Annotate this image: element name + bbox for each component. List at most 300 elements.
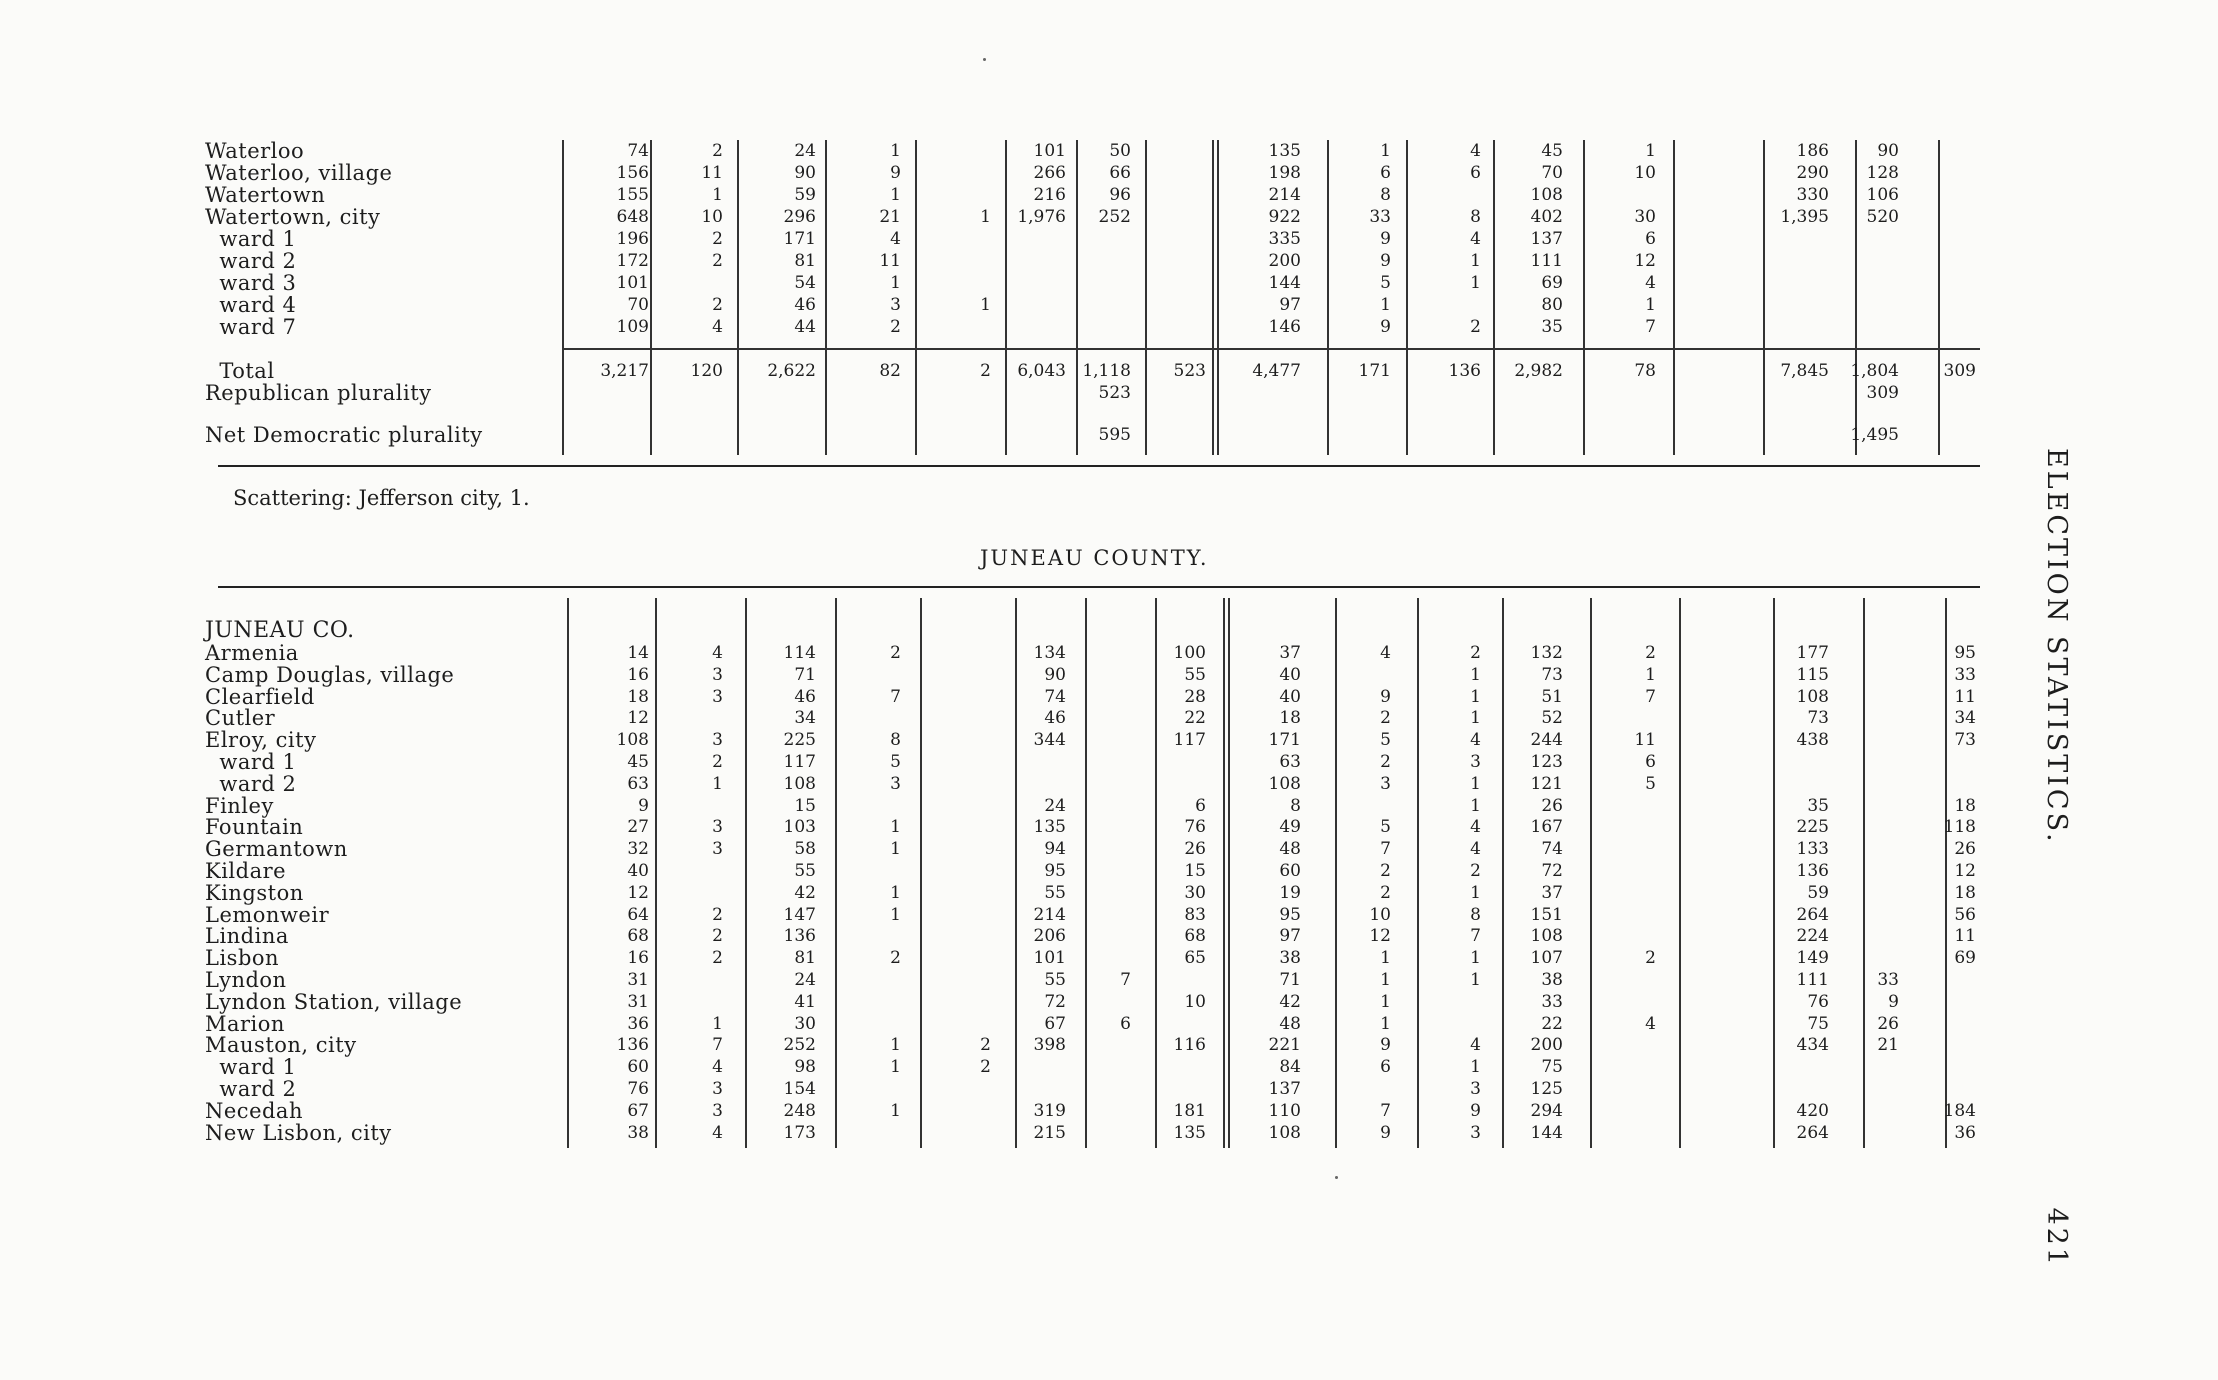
cell-col-2: 2 <box>712 251 723 271</box>
cell-col-10: 1 <box>1380 141 1391 161</box>
cell-col-11: 1 <box>1470 970 1481 990</box>
cell-col-2: 3 <box>712 817 723 838</box>
cell-col-9: 198 <box>1268 163 1301 183</box>
cell-col-10: 5 <box>1380 817 1391 838</box>
cell-col-12: 137 <box>1530 229 1563 249</box>
cell-col-11: 1 <box>1470 773 1481 794</box>
cell-col-6: 55 <box>1044 882 1066 903</box>
cell-col-6: 101 <box>1033 141 1066 161</box>
cell-col-1: 14 <box>627 643 649 663</box>
cell-col-2: 2 <box>712 926 723 947</box>
cell-col-12: 167 <box>1530 817 1563 838</box>
cell-col-3: 154 <box>783 1079 816 1099</box>
cell-col-3: 136 <box>783 926 816 947</box>
cell-col-17: 33 <box>1954 664 1976 685</box>
cell-col-4: 2 <box>890 317 901 337</box>
cell-col-16: 106 <box>1866 185 1899 205</box>
row-label: Kingston <box>205 880 304 905</box>
cell-col-6: 46 <box>1044 708 1066 729</box>
cell-col-9: 221 <box>1268 1035 1301 1056</box>
cell-col-15: 434 <box>1796 1035 1829 1056</box>
cell-col-16: 33 <box>1877 970 1899 990</box>
cell-col-12: 294 <box>1530 1100 1563 1121</box>
cell-col-13: 2 <box>1645 948 1656 969</box>
cell-col-8: 135 <box>1173 1122 1206 1143</box>
cell-col-3: 30 <box>794 1013 816 1034</box>
cell-col-6: 214 <box>1033 904 1066 925</box>
cell-col-5: 2 <box>980 1035 991 1056</box>
cell-col-2: 2 <box>712 948 723 969</box>
rule-juneau-top <box>218 586 1980 588</box>
cell-col-9: 97 <box>1279 926 1301 947</box>
cell-col-7: 1,118 <box>1082 361 1131 381</box>
cell-col-10: 9 <box>1380 1122 1391 1143</box>
cell-col-10: 12 <box>1369 926 1391 947</box>
cell-col-16: 128 <box>1866 163 1899 183</box>
cell-col-9: 42 <box>1279 991 1301 1012</box>
cell-col-3: 171 <box>783 229 816 249</box>
net-democratic-plurality-row <box>205 424 1980 446</box>
cell-col-11: 1 <box>1470 273 1481 293</box>
table-row <box>205 773 1980 795</box>
row-label: Watertown <box>205 183 326 207</box>
cell-col-11: 4 <box>1470 1035 1481 1056</box>
cell-col-10: 1 <box>1380 970 1391 990</box>
cell-col-9: 19 <box>1279 882 1301 903</box>
table-row <box>205 882 1980 904</box>
cell-col-9: 144 <box>1268 273 1301 293</box>
cell-col-12: 80 <box>1541 295 1563 315</box>
cell-col-10: 3 <box>1380 773 1391 794</box>
row-label: Finley <box>205 793 274 818</box>
cell-col-10: 5 <box>1380 273 1391 293</box>
cell-col-15: 75 <box>1807 1013 1829 1034</box>
speck <box>983 58 986 61</box>
cell-col-9: 49 <box>1279 817 1301 838</box>
cell-col-11: 4 <box>1470 730 1481 751</box>
table-row <box>205 1122 1980 1144</box>
cell-col-10: 9 <box>1380 229 1391 249</box>
cell-col-9: 4,477 <box>1252 361 1301 381</box>
cell-col-8: 523 <box>1173 361 1206 381</box>
cell-col-4: 1 <box>890 882 901 903</box>
cell-col-6: 344 <box>1033 730 1066 751</box>
cell-col-12: 69 <box>1541 273 1563 293</box>
table-row <box>205 969 1980 991</box>
cell-col-1: 108 <box>616 730 649 751</box>
cell-col-12: 45 <box>1541 141 1563 161</box>
cell-col-10: 1 <box>1380 948 1391 969</box>
cell-col-2: 4 <box>712 317 723 337</box>
cell-col-1: 40 <box>627 861 649 881</box>
row-label: New Lisbon, city <box>205 1120 392 1145</box>
cell-col-13: 6 <box>1645 752 1656 772</box>
cell-col-2: 2 <box>712 904 723 925</box>
cell-col-12: 72 <box>1541 861 1563 881</box>
cell-col-17: 18 <box>1954 795 1976 816</box>
cell-col-3: 46 <box>794 686 816 707</box>
cell-col-1: 70 <box>627 295 649 315</box>
row-label: ward 1 <box>205 750 297 774</box>
cell-col-7: 66 <box>1109 163 1131 183</box>
cell-col-2: 4 <box>712 1057 723 1078</box>
cell-col-13: 30 <box>1634 207 1656 227</box>
cell-col-4: 1 <box>890 141 901 161</box>
cell-col-16: 1,804 <box>1850 361 1899 381</box>
cell-col-16: 9 <box>1888 991 1899 1012</box>
cell-col-7: 7 <box>1120 970 1131 990</box>
cell-col-10: 8 <box>1380 185 1391 205</box>
cell-col-8: 10 <box>1184 991 1206 1012</box>
county-title: JUNEAU COUNTY. <box>980 546 1209 570</box>
cell-col-4: 9 <box>890 163 901 183</box>
cell-col-6: 216 <box>1033 185 1066 205</box>
cell-col-3: 108 <box>783 773 816 794</box>
row-label: Marion <box>205 1011 285 1036</box>
cell-col-10: 2 <box>1380 708 1391 729</box>
cell-col-2: 1 <box>712 185 723 205</box>
cell-col-2: 3 <box>712 730 723 751</box>
cell-col-10: 171 <box>1358 361 1391 381</box>
cell-col-3: 103 <box>783 817 816 838</box>
cell-col-17: 18 <box>1954 882 1976 903</box>
cell-col-2: 3 <box>712 1100 723 1121</box>
cell-col-3: 248 <box>783 1100 816 1121</box>
table-row <box>205 729 1980 751</box>
cell-col-15: 35 <box>1807 795 1829 816</box>
cell-col-2: 4 <box>712 1122 723 1143</box>
total-row <box>205 360 1980 382</box>
table-row <box>205 228 1980 250</box>
cell-col-6: 95 <box>1044 861 1066 881</box>
cell-col-1: 12 <box>627 882 649 903</box>
cell-col-10: 9 <box>1380 251 1391 271</box>
cell-col-13: 6 <box>1645 229 1656 249</box>
cell-col-12: 107 <box>1530 948 1563 969</box>
cell-col-13: 2 <box>1645 643 1656 663</box>
cell-col-3: 98 <box>794 1057 816 1078</box>
cell-col-9: 110 <box>1268 1100 1301 1121</box>
cell-col-16: 26 <box>1877 1013 1899 1034</box>
cell-col-15: 7,845 <box>1780 361 1829 381</box>
table-row <box>205 250 1980 272</box>
jefferson-table <box>205 140 1980 460</box>
table-row <box>205 294 1980 316</box>
cell-col-9: 18 <box>1279 708 1301 729</box>
cell-col-3: 71 <box>794 664 816 685</box>
row-label: Lisbon <box>205 946 280 971</box>
cell-col-9: 84 <box>1279 1057 1301 1078</box>
table-row <box>205 1078 1980 1100</box>
cell-col-1: 76 <box>627 1079 649 1099</box>
cell-col-2: 120 <box>690 361 723 381</box>
cell-col-9: 97 <box>1279 295 1301 315</box>
cell-col-17: 12 <box>1954 861 1976 881</box>
cell-col-3: 55 <box>794 861 816 881</box>
cell-col-3: 117 <box>783 752 816 772</box>
cell-col-11: 8 <box>1470 904 1481 925</box>
cell-col-11: 3 <box>1470 752 1481 772</box>
cell-col-8: 28 <box>1184 686 1206 707</box>
cell-col-6: 319 <box>1033 1100 1066 1121</box>
row-label: Clearfield <box>205 684 315 709</box>
cell-col-6: 135 <box>1033 817 1066 838</box>
cell-col-12: 75 <box>1541 1057 1563 1078</box>
cell-col-4: 4 <box>890 229 901 249</box>
cell-col-12: 200 <box>1530 1035 1563 1056</box>
cell-col-4: 1 <box>890 1100 901 1121</box>
cell-col-5: 2 <box>980 1057 991 1078</box>
cell-col-3: 2,622 <box>767 361 816 381</box>
cell-col-9: 214 <box>1268 185 1301 205</box>
cell-col-9: 200 <box>1268 251 1301 271</box>
cell-col-4: 3 <box>890 295 901 315</box>
cell-col-11: 6 <box>1470 163 1481 183</box>
cell-col-1: 16 <box>627 948 649 969</box>
cell-col-9: 137 <box>1268 1079 1301 1099</box>
cell-col-15: 136 <box>1796 861 1829 881</box>
cell-col-1: 3,217 <box>600 361 649 381</box>
cell-col-12: 22 <box>1541 1013 1563 1034</box>
cell-col-13: 1 <box>1645 141 1656 161</box>
table-row <box>205 751 1980 773</box>
table-row <box>205 272 1980 294</box>
cell-col-9: 37 <box>1279 643 1301 663</box>
cell-col-11: 3 <box>1470 1122 1481 1143</box>
cell-col-7: 50 <box>1109 141 1131 161</box>
cell-col-10: 9 <box>1380 317 1391 337</box>
juneau-table <box>205 598 1980 1148</box>
cell-col-16: 21 <box>1877 1035 1899 1056</box>
cell-col-11: 9 <box>1470 1100 1481 1121</box>
cell-col-11: 1 <box>1470 882 1481 903</box>
cell-col-5: 1 <box>980 295 991 315</box>
cell-col-4: 8 <box>890 730 901 751</box>
cell-col-9: 40 <box>1279 686 1301 707</box>
cell-col-10: 6 <box>1380 163 1391 183</box>
cell-col-1: 31 <box>627 970 649 990</box>
cell-col-8: 100 <box>1173 643 1206 663</box>
cell-col-1: 156 <box>616 163 649 183</box>
cell-col-3: 147 <box>783 904 816 925</box>
cell-col-10: 10 <box>1369 904 1391 925</box>
cell-col-3: 59 <box>794 185 816 205</box>
cell-col-3: 34 <box>794 708 816 729</box>
cell-col-10: 2 <box>1380 752 1391 772</box>
table-row <box>205 206 1980 228</box>
cell-col-1: 60 <box>627 1057 649 1078</box>
cell-col-10: 2 <box>1380 882 1391 903</box>
cell-col-13: 7 <box>1645 686 1656 707</box>
row-label: ward 2 <box>205 771 297 796</box>
cell-col-12: 37 <box>1541 882 1563 903</box>
cell-col-6: 101 <box>1033 948 1066 969</box>
cell-col-11: 2 <box>1470 643 1481 663</box>
cell-col-12: 123 <box>1530 752 1563 772</box>
cell-col-3: 42 <box>794 882 816 903</box>
cell-col-2: 3 <box>712 1079 723 1099</box>
cell-col-2: 3 <box>712 686 723 707</box>
cell-col-11: 1 <box>1470 948 1481 969</box>
cell-col-3: 41 <box>794 991 816 1012</box>
cell-col-2: 4 <box>712 643 723 663</box>
cell-col-16: 520 <box>1866 207 1899 227</box>
row-label: ward 7 <box>205 315 297 339</box>
rule-top-table-end <box>218 465 1980 467</box>
cell-col-1: 172 <box>616 251 649 271</box>
cell-col-2: 1 <box>712 1013 723 1034</box>
cell-col-8: 6 <box>1195 795 1206 816</box>
cell-col-11: 4 <box>1470 229 1481 249</box>
row-label: Lyndon Station, village <box>205 989 463 1014</box>
cell-col-2: 3 <box>712 664 723 685</box>
cell-col-17: 26 <box>1954 839 1976 860</box>
cell-col-10: 4 <box>1380 643 1391 663</box>
cell-col-15: 438 <box>1796 730 1829 751</box>
cell-col-3: 173 <box>783 1122 816 1143</box>
total-rule <box>562 348 1980 350</box>
cell-col-11: 1 <box>1470 251 1481 271</box>
row-label: ward 2 <box>205 1077 297 1101</box>
cell-col-1: 68 <box>627 926 649 947</box>
table-row <box>205 664 1980 686</box>
cell-col-15: 225 <box>1796 817 1829 838</box>
cell-col-9: 922 <box>1268 207 1301 227</box>
cell-col-12: 402 <box>1530 207 1563 227</box>
table-row <box>205 316 1980 338</box>
cell-col-7: 595 <box>1098 425 1131 445</box>
cell-col-17: 11 <box>1954 926 1976 947</box>
cell-col-1: 109 <box>616 317 649 337</box>
cell-col-3: 54 <box>794 273 816 293</box>
cell-col-15: 76 <box>1807 991 1829 1012</box>
row-label: Armenia <box>205 641 299 665</box>
cell-col-11: 2 <box>1470 317 1481 337</box>
cell-col-9: 8 <box>1290 795 1301 816</box>
row-label: Waterloo <box>205 139 305 163</box>
cell-col-9: 63 <box>1279 752 1301 772</box>
row-label: Waterloo, village <box>205 161 393 185</box>
cell-col-4: 1 <box>890 1057 901 1078</box>
table-row <box>205 838 1980 860</box>
cell-col-4: 1 <box>890 273 901 293</box>
row-label: ward 4 <box>205 293 297 317</box>
cell-col-2: 2 <box>712 295 723 315</box>
cell-col-8: 26 <box>1184 839 1206 860</box>
cell-col-7: 96 <box>1109 185 1131 205</box>
table-row <box>205 1100 1980 1122</box>
cell-col-1: 16 <box>627 664 649 685</box>
cell-col-1: 196 <box>616 229 649 249</box>
cell-col-11: 1 <box>1470 664 1481 685</box>
cell-col-6: 6,043 <box>1017 361 1066 381</box>
table-row <box>205 925 1980 947</box>
row-label: Republican plurality <box>205 381 432 405</box>
cell-col-3: 24 <box>794 970 816 990</box>
cell-col-17: 184 <box>1943 1100 1976 1121</box>
cell-col-2: 2 <box>712 229 723 249</box>
cell-col-6: 398 <box>1033 1035 1066 1056</box>
cell-col-15: 149 <box>1796 948 1829 969</box>
cell-col-5: 1 <box>980 207 991 227</box>
cell-col-8: 116 <box>1173 1035 1206 1056</box>
cell-col-8: 30 <box>1184 882 1206 903</box>
cell-col-13: 12 <box>1634 251 1656 271</box>
cell-col-5: 2 <box>980 361 991 381</box>
cell-col-15: 111 <box>1796 970 1829 990</box>
cell-col-8: 68 <box>1184 926 1206 947</box>
cell-col-3: 44 <box>794 317 816 337</box>
cell-col-15: 224 <box>1796 926 1829 947</box>
cell-col-10: 6 <box>1380 1057 1391 1078</box>
cell-col-9: 48 <box>1279 1013 1301 1034</box>
cell-col-13: 1 <box>1645 295 1656 315</box>
cell-col-8: 181 <box>1173 1100 1206 1121</box>
cell-col-15: 177 <box>1796 643 1829 663</box>
page-number: 421 <box>2041 1207 2072 1268</box>
row-label: Fountain <box>205 815 304 840</box>
cell-col-9: 60 <box>1279 861 1301 881</box>
cell-col-4: 11 <box>879 251 901 271</box>
cell-col-1: 648 <box>616 207 649 227</box>
row-label: Watertown, city <box>205 205 381 229</box>
row-label: Lindina <box>205 924 289 949</box>
cell-col-15: 264 <box>1796 904 1829 925</box>
cell-col-12: 151 <box>1530 904 1563 925</box>
table-row <box>205 140 1980 162</box>
cell-col-9: 40 <box>1279 664 1301 685</box>
cell-col-12: 26 <box>1541 795 1563 816</box>
cell-col-3: 114 <box>783 643 816 663</box>
cell-col-10: 1 <box>1380 295 1391 315</box>
cell-col-11: 1 <box>1470 708 1481 729</box>
table-row <box>205 162 1980 184</box>
cell-col-12: 52 <box>1541 708 1563 729</box>
row-label: ward 1 <box>205 227 297 251</box>
row-label: Elroy, city <box>205 728 317 753</box>
cell-col-17: 36 <box>1954 1122 1976 1143</box>
cell-col-15: 186 <box>1796 141 1829 161</box>
cell-col-16: 309 <box>1866 383 1899 403</box>
row-label: Mauston, city <box>205 1033 357 1058</box>
cell-col-12: 2,982 <box>1514 361 1563 381</box>
cell-col-12: 51 <box>1541 686 1563 707</box>
cell-col-7: 523 <box>1098 383 1131 403</box>
cell-col-12: 108 <box>1530 185 1563 205</box>
cell-col-2: 7 <box>712 1035 723 1056</box>
cell-col-12: 35 <box>1541 317 1563 337</box>
table-row <box>205 642 1980 664</box>
cell-col-2: 10 <box>701 207 723 227</box>
cell-col-7: 6 <box>1120 1013 1131 1034</box>
cell-col-9: 71 <box>1279 970 1301 990</box>
cell-col-15: 330 <box>1796 185 1829 205</box>
speck <box>1335 1176 1338 1179</box>
cell-col-8: 55 <box>1184 664 1206 685</box>
cell-col-8: 22 <box>1184 708 1206 729</box>
table-row <box>205 707 1980 729</box>
cell-col-4: 1 <box>890 839 901 860</box>
cell-col-6: 90 <box>1044 664 1066 685</box>
cell-col-11: 8 <box>1470 207 1481 227</box>
cell-col-10: 7 <box>1380 1100 1391 1121</box>
cell-col-12: 111 <box>1530 251 1563 271</box>
cell-col-4: 21 <box>879 207 901 227</box>
cell-col-11: 1 <box>1470 686 1481 707</box>
cell-col-4: 2 <box>890 643 901 663</box>
cell-col-4: 2 <box>890 948 901 969</box>
cell-col-12: 132 <box>1530 643 1563 663</box>
